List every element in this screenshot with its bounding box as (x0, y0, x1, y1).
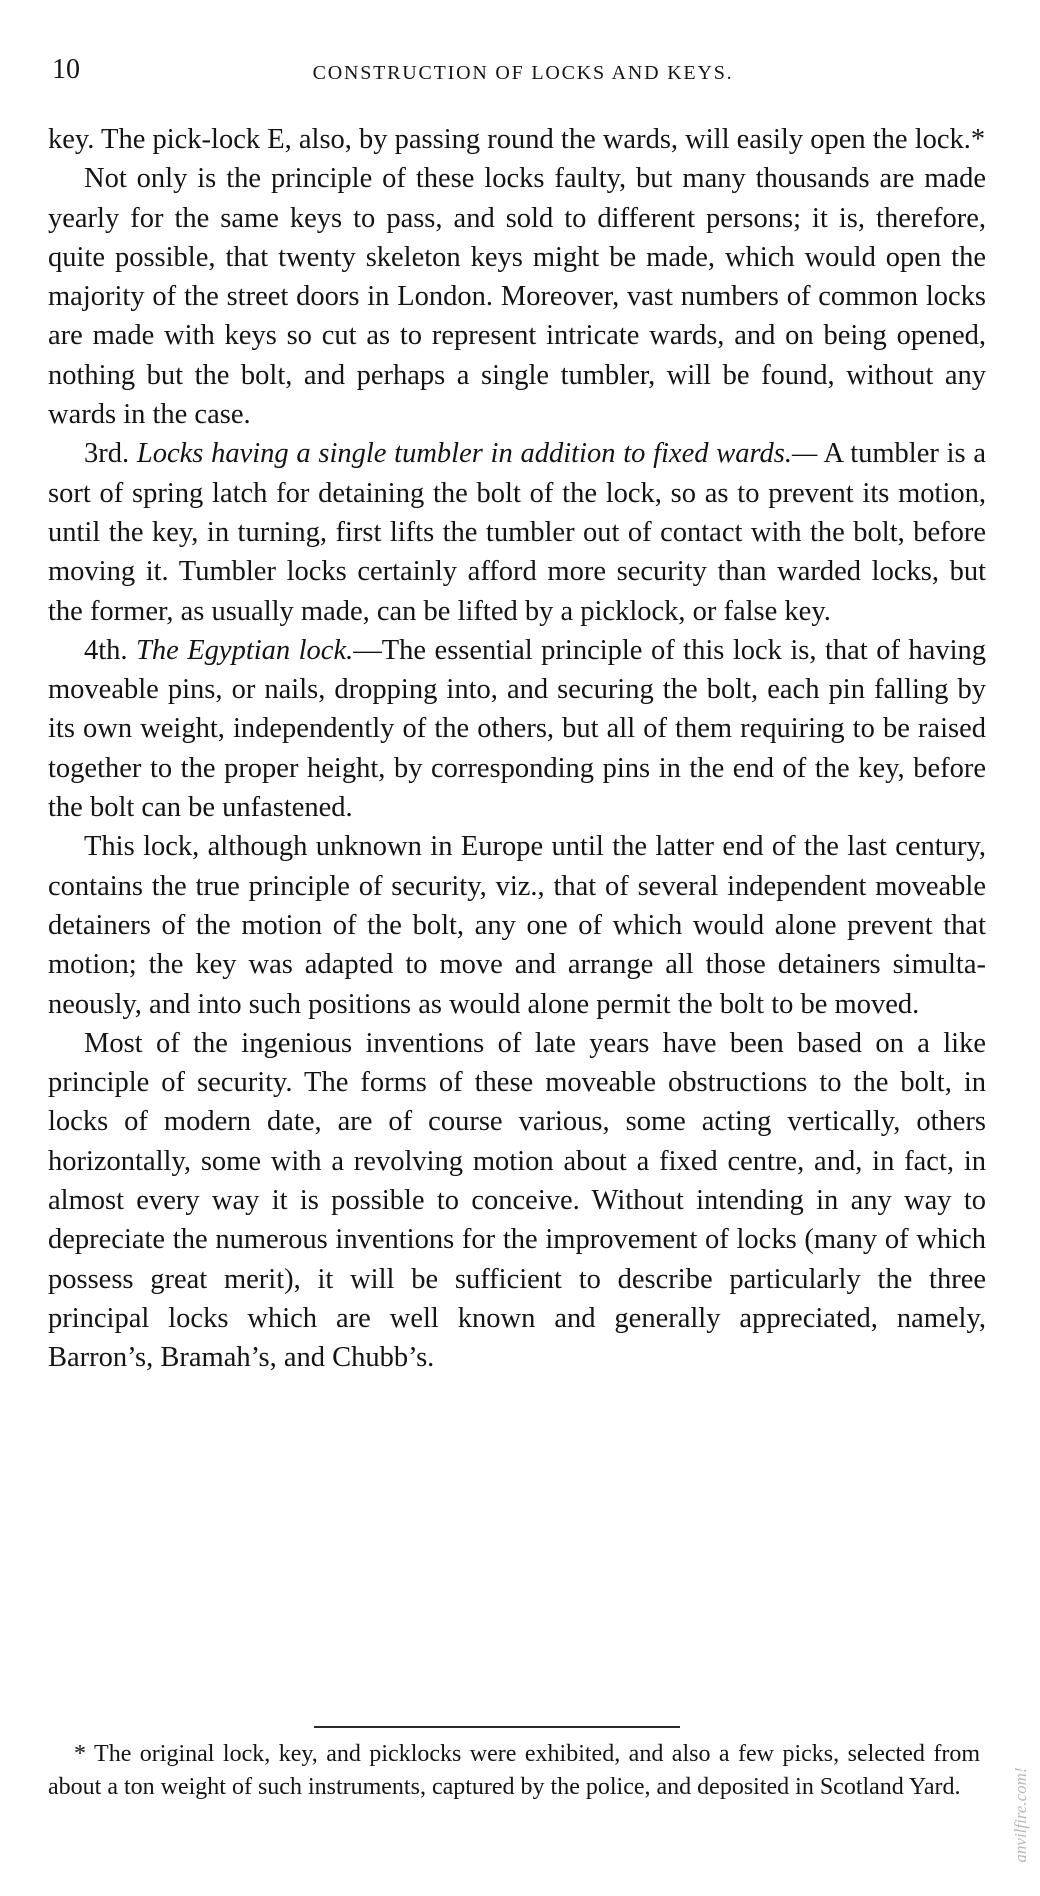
watermark (1006, 1740, 1036, 1890)
page-number: 10 (52, 54, 80, 85)
footnote-divider (314, 1726, 680, 1728)
paragraph-3 (48, 434, 986, 630)
running-title: CONSTRUCTION OF LOCKS AND KEYS. (312, 62, 734, 84)
section-heading-tumbler-locks: Locks having a single tumbler in addition to fixed wards.— (136, 438, 818, 470)
paragraph-5: This lock, although unknown in Europe until the latter end of the last century, contains the true principle of security, viz., that of several independent moveable detainers of the motion of the bolt, any one of which would alone prevent that motion; the key was adapted to move and arrange all those detainers simultaneously, and into such positions as would alone permit the bolt to be moved. (48, 831, 986, 1020)
section-label-4th: 4th. (84, 634, 128, 666)
paragraph-3-text: A tumbler is a sort of spring latch for detaining the bolt of the lock, so as to prevent its motion, until the key, in turning, first lifts the tumbler out of contact with the bolt, before moving it. Tumbler locks certainly afford more security than warded locks, but the former, as usually made, can be lifted by a picklock, or false key. (48, 438, 986, 627)
paragraph-2: Not only is the principle of these locks faulty, but many thousands are made yearly for the same keys to pass, and sold to different persons; it is, therefore, quite possible, that twenty skeleton keys might be made, which would open the majority of the street doors in London. Moreover, vast numbers of common locks are made with keys so cut as to represent intricate wards, and on being opened, nothing but the bolt, and perhaps a single tumbler, will be found, without any wards in the case. (48, 163, 986, 431)
page-header (52, 50, 994, 90)
footnote: * The original lock, key, and picklocks were exhibited, and also a few picks, selected from about a ton weight of such instruments, captured by the police, and deposited in Scotland Yard. (48, 1741, 980, 1800)
section-heading-egyptian-lock: The Egyptian lock. (136, 634, 354, 666)
paragraph-1: key. The pick-lock E, also, by passing round the wards, will easily open the lock.* (48, 124, 986, 155)
watermark-text: anvilfire.com! (1011, 1767, 1030, 1863)
section-label-3rd: 3rd. (84, 438, 130, 470)
paragraph-4-text: —The essential principle of this lock is, that of having moveable pins, or nails, dropping into, and securing the bolt, each pin falling by its own weight, independently of the others, but all of them requiring to be raised together to the proper height, by corresponding pins in the end of the key, before the bolt can be unfastened. (48, 634, 987, 824)
paragraph-6: Most of the ingenious inventions of late years have been based on a like principle of security. The forms of these moveable obstructions to the bolt, in locks of modern date, are of course various, some acting vertically, others horizontally, some with a revolving motion about a fixed centre, and, in fact, in almost every way it is possible to conceive. Without intending in any way to depreciate the numerous inventions for the improvement of locks (many of which possess great merit), it will be sufficient to describe particularly the three principal locks which are well known and generally appreciated, namely, Barron’s, Bramah’s, and Chubb’s. (48, 1027, 986, 1374)
paragraph-4 (48, 631, 986, 827)
body-text (48, 120, 986, 1378)
